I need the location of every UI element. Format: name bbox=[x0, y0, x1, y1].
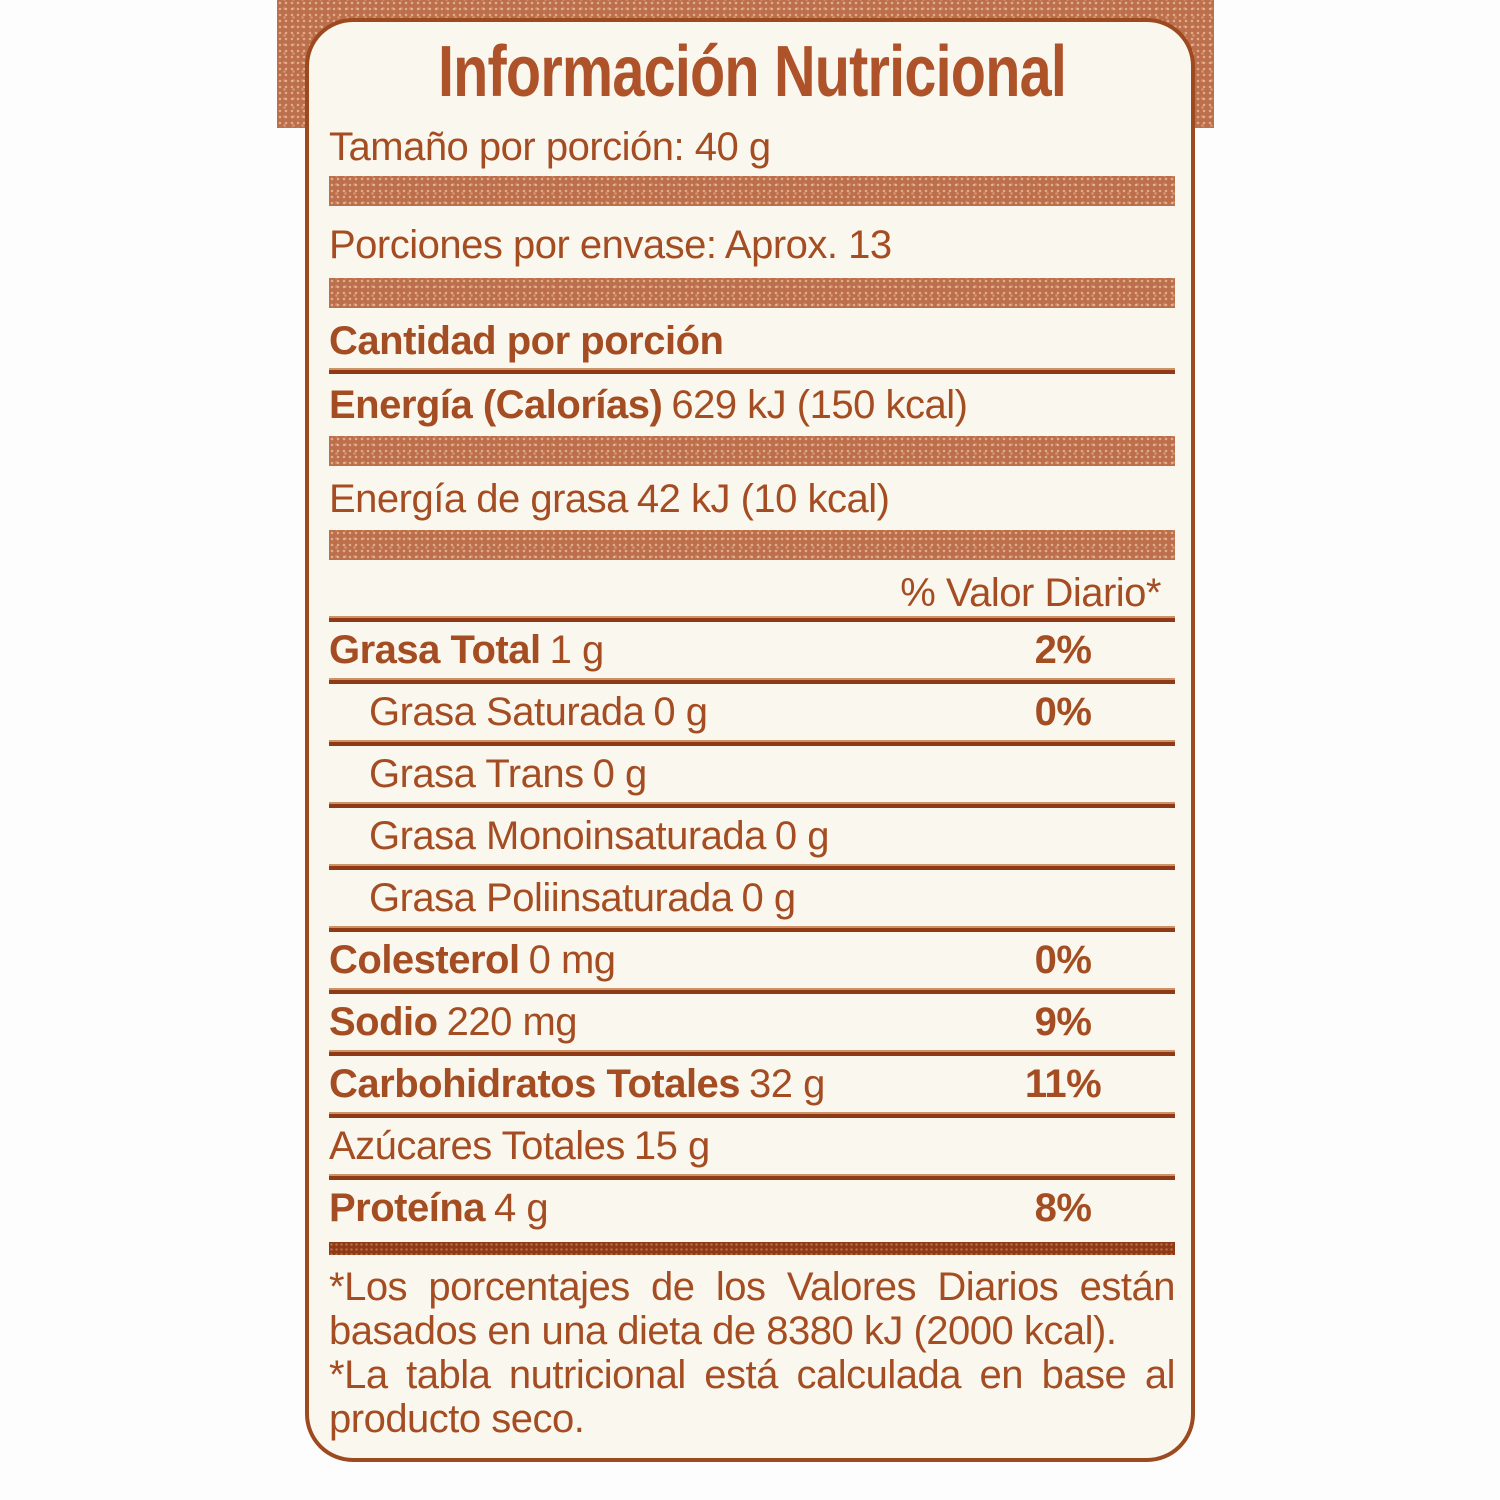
nutrient-daily-value: 0% bbox=[1034, 690, 1092, 734]
divider-bar bbox=[329, 176, 1175, 206]
nutrient-label: Grasa Trans bbox=[369, 752, 584, 796]
daily-values-footnote bbox=[329, 1265, 1175, 1353]
nutrient-row-monounsaturated-fat bbox=[329, 808, 1175, 864]
nutrient-label: Proteína bbox=[329, 1186, 486, 1230]
dry-product-footnote bbox=[329, 1353, 1175, 1441]
energy-from-fat-label: Energía de grasa bbox=[329, 477, 628, 521]
nutrient-amount: 0 g bbox=[653, 690, 708, 734]
nutrition-facts-panel bbox=[305, 18, 1195, 1462]
nutrient-label: Colesterol bbox=[329, 938, 520, 982]
nutrient-amount: 220 mg bbox=[446, 1000, 578, 1044]
footnote-line: *Los porcentajes de los Valores Diarios están bbox=[329, 1265, 1175, 1309]
nutrient-label: Grasa Saturada bbox=[369, 690, 645, 734]
panel-title: Información Nutricional bbox=[437, 32, 1067, 112]
servings-per-container-row: Porciones por envase: Aprox. 13 bbox=[329, 223, 892, 267]
energy-row bbox=[329, 382, 1175, 428]
nutrient-amount: 0 g bbox=[741, 876, 796, 920]
nutrient-row-sodium bbox=[329, 994, 1175, 1050]
nutrient-amount: 0 g bbox=[592, 752, 647, 796]
nutrient-label: Carbohidratos Totales bbox=[329, 1062, 741, 1106]
nutrient-row-trans-fat bbox=[329, 746, 1175, 802]
nutrient-label: Sodio bbox=[329, 1000, 438, 1044]
nutrient-row-polyunsaturated-fat bbox=[329, 870, 1175, 926]
nutrient-row-total-sugars bbox=[329, 1118, 1175, 1174]
nutrient-daily-value: 0% bbox=[1034, 938, 1092, 982]
nutrient-daily-value: 11% bbox=[1024, 1062, 1102, 1106]
nutrient-daily-value: 9% bbox=[1034, 1000, 1092, 1044]
nutrient-label: Grasa Total bbox=[329, 628, 541, 672]
nutrient-amount: 0 g bbox=[774, 814, 830, 858]
serving-size-row: Tamaño por porción: 40 g bbox=[329, 125, 771, 169]
daily-value-header: % Valor Diario* bbox=[900, 571, 1161, 615]
nutrient-amount: 32 g bbox=[749, 1062, 825, 1106]
nutrient-daily-value: 2% bbox=[1034, 628, 1092, 672]
nutrient-row-protein bbox=[329, 1180, 1175, 1236]
nutrient-daily-value: 8% bbox=[1034, 1186, 1092, 1230]
amount-per-serving-header: Cantidad por porción bbox=[329, 319, 724, 363]
nutrient-amount: 1 g bbox=[549, 628, 604, 672]
nutrient-label: Grasa Monoinsaturada bbox=[369, 814, 766, 858]
nutrient-label: Grasa Poliinsaturada bbox=[369, 876, 733, 920]
energy-value: 629 kJ (150 kcal) bbox=[671, 383, 968, 427]
nutrient-amount: 4 g bbox=[494, 1186, 549, 1230]
nutrient-amount: 15 g bbox=[633, 1124, 710, 1168]
divider-bar bbox=[329, 530, 1175, 560]
footnote-line: *La tabla nutricional está calculada en base al bbox=[329, 1353, 1175, 1397]
divider-bar bbox=[329, 278, 1175, 308]
footnote-divider-bar bbox=[329, 1242, 1175, 1255]
nutrient-row-total-carbohydrate bbox=[329, 1056, 1175, 1112]
nutrient-label: Azúcares Totales bbox=[329, 1124, 625, 1168]
divider-bar bbox=[329, 436, 1175, 466]
nutrient-row-cholesterol bbox=[329, 932, 1175, 988]
nutrient-row-saturated-fat bbox=[329, 684, 1175, 740]
energy-from-fat-value: 42 kJ (10 kcal) bbox=[636, 477, 890, 521]
footnote-line: basados en una dieta de 8380 kJ (2000 kcal). bbox=[329, 1309, 1117, 1353]
divider-line bbox=[329, 368, 1175, 374]
nutrient-row-total-fat bbox=[329, 622, 1175, 678]
footnote-line: producto seco. bbox=[329, 1397, 585, 1441]
energy-from-fat-row bbox=[329, 476, 1175, 522]
nutrient-amount: 0 mg bbox=[528, 938, 616, 982]
energy-label: Energía (Calorías) bbox=[329, 383, 663, 427]
